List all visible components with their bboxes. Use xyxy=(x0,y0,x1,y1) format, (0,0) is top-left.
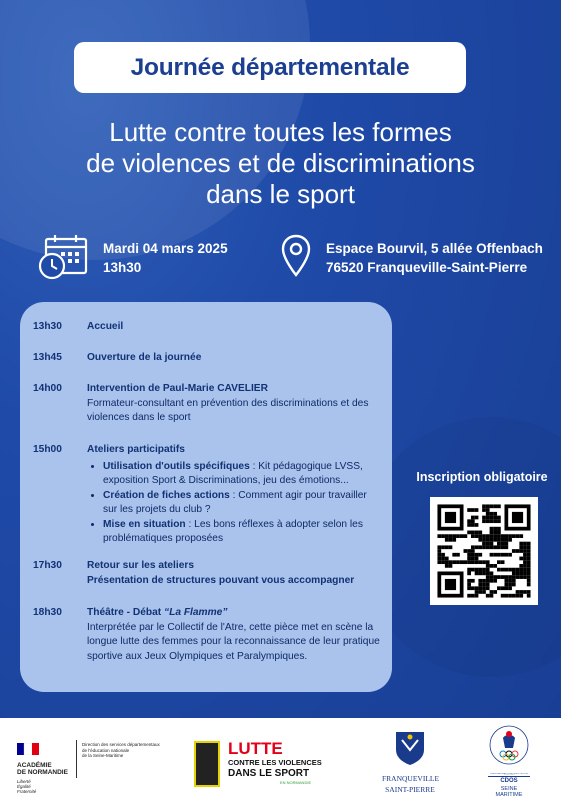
partner-logos xyxy=(0,718,561,797)
franqueville-logo xyxy=(382,730,438,794)
cdos-emblem xyxy=(488,724,530,768)
lutte-logo-box xyxy=(194,741,220,787)
lutte-logo-line-2: CONTRE LES VIOLENCES xyxy=(228,758,322,767)
program-time: 17h30 xyxy=(33,560,62,571)
program-title: Ouverture de la journée xyxy=(87,352,202,363)
city-crest-icon xyxy=(382,730,438,766)
event-title xyxy=(40,117,521,210)
cdos-label-seine: SEINE xyxy=(500,786,518,792)
program-description: Interprétée par le Collectif de l'Atre, cette pièce met en scène la longue lutte des femmes pour la reconnaissance de leur pratique sportive aux Jeux Olympiques et Paralympiques. xyxy=(87,621,380,662)
address-line-1: Espace Bourvil, 5 allée Offenbach xyxy=(326,241,543,256)
program-title: Ateliers participatifs xyxy=(87,444,185,455)
lutte-logo-subtitle: EN NORMANDIE xyxy=(280,780,312,785)
event-date xyxy=(103,239,228,277)
lutte-logo-line-3: DANS LE SPORT xyxy=(228,768,310,779)
map-pin-icon xyxy=(281,234,311,278)
lutte-violences-logo xyxy=(194,741,334,789)
academie-logo xyxy=(17,742,68,794)
program-time: 13h30 xyxy=(33,321,62,332)
title-line-1: Lutte contre toutes les formes xyxy=(109,117,452,147)
program-subtitle: Présentation de structures pouvant vous accompagner xyxy=(87,574,355,586)
logo-divider xyxy=(76,740,77,778)
workshop-list xyxy=(87,460,382,547)
address-line-2: 76520 Franqueville-Saint-Pierre xyxy=(326,260,528,275)
program-time: 14h00 xyxy=(33,383,62,394)
cdos-logo xyxy=(488,724,530,796)
registration-qr-code[interactable] xyxy=(430,497,538,605)
event-location xyxy=(326,239,543,277)
lutte-logo-line-1: LUTTE xyxy=(228,739,283,758)
program-time: 15h00 xyxy=(33,444,62,455)
city-name-line-1: FRANQUEVILLE xyxy=(382,774,440,783)
workshop-item: • Création de fiches actions : Comment agir pour travailler sur les projets du club ? xyxy=(103,489,382,518)
calendar-icon xyxy=(38,234,90,280)
program-time: 13h45 xyxy=(33,352,62,363)
program-panel xyxy=(20,302,392,692)
city-name-line-2: SAINT-PIERRE xyxy=(385,785,435,794)
republic-motto: Liberté Égalité Fraternité xyxy=(17,779,37,794)
cdos-label-maritime: MARITIME xyxy=(495,792,523,797)
workshop-item: • Utilisation d'outils spécifiques : Kit pédagogique LVSS, exposition Sport & Discriminations, jeu des émotions... xyxy=(103,460,382,489)
cdos-ring-text: COMITÉ NATIONAL OLYMPIQUE ET SPORTIF xyxy=(489,773,529,775)
play-title: “La Flamme” xyxy=(164,607,228,618)
time-text: 13h30 xyxy=(103,260,142,275)
program-title: Accueil xyxy=(87,321,124,332)
cdos-label: CDOS xyxy=(500,778,518,784)
registration-label: Inscription obligatoire xyxy=(416,470,548,484)
workshop-item: • Mise en situation : Les bons réflexes à adopter selon les problématiques proposées xyxy=(103,518,382,547)
banner-title: Journée départementale xyxy=(130,53,410,81)
program-title: Théâtre - Débat xyxy=(87,607,164,618)
program-time: 18h30 xyxy=(33,607,62,618)
program-title: Intervention de Paul-Marie CAVELIER xyxy=(87,383,268,394)
program-title: Retour sur les ateliers xyxy=(87,560,195,571)
event-banner xyxy=(74,42,466,93)
title-line-3: dans le sport xyxy=(206,179,355,209)
academie-name: ACADÉMIE DE NORMANDIE xyxy=(17,762,68,776)
program-description: Formateur-consultant en prévention des discriminations et des violences dans le sport xyxy=(87,397,369,423)
title-line-2: de violences et de discriminations xyxy=(86,148,475,178)
date-text: Mardi 04 mars 2025 xyxy=(103,241,228,256)
marianne-icon xyxy=(17,743,39,755)
dsden-label: Direction des services départementaux de l'éducation nationale de la Seine-Maritime xyxy=(82,742,160,758)
